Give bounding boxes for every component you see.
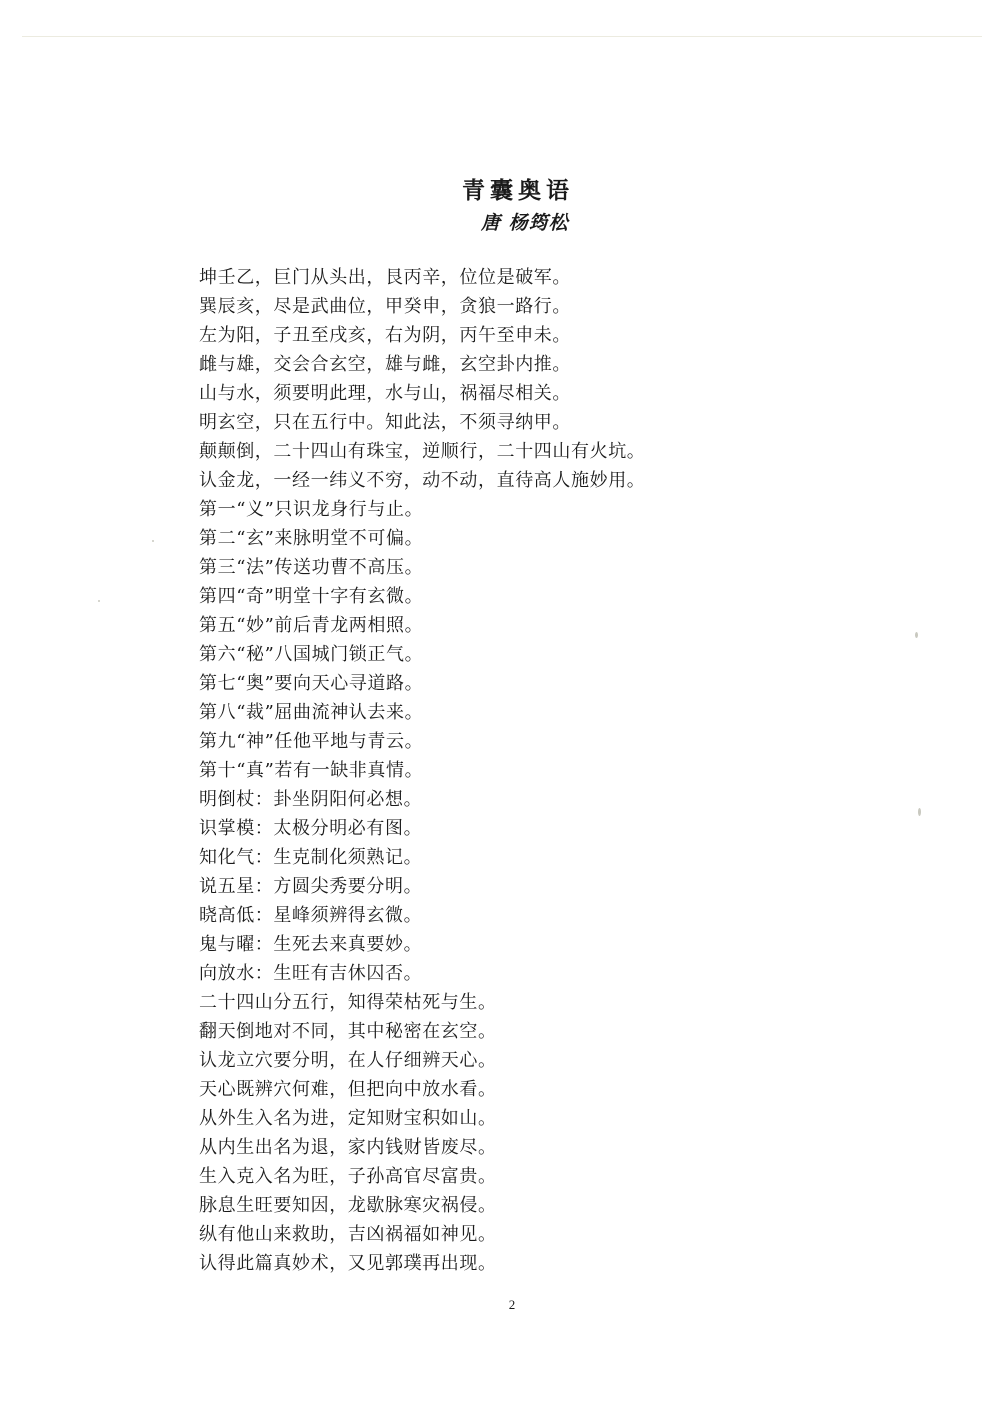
verse-line: 翻天倒地对不同，其中秘密在玄空。 [199, 1021, 497, 1042]
verse-line: 第九“神”任他平地与青云。 [199, 731, 424, 752]
document-author: 唐 杨筠松 [481, 212, 569, 234]
verse-line: 知化气：生克制化须熟记。 [199, 847, 423, 868]
verse-line: 脉息生旺要知因，龙歇脉寒灾祸侵。 [199, 1195, 497, 1216]
scan-speck [98, 600, 100, 602]
verse-line: 颠颠倒，二十四山有珠宝，逆顺行，二十四山有火坑。 [199, 441, 646, 462]
verse-line: 第十“真”若有一缺非真情。 [199, 760, 424, 781]
scan-speck [915, 632, 918, 638]
verse-line: 第八“裁”屈曲流神认去来。 [199, 702, 424, 723]
verse-line: 鬼与曜：生死去来真要妙。 [199, 934, 423, 955]
top-scan-line [22, 36, 982, 37]
verse-line: 向放水：生旺有吉休囚否。 [199, 963, 423, 984]
verse-line: 明倒杖：卦坐阴阳何必想。 [199, 789, 423, 810]
verse-line: 明玄空，只在五行中。知此法，不须寻纳甲。 [199, 412, 571, 433]
verse-line: 左为阳，子丑至戌亥，右为阴，丙午至申未。 [199, 325, 571, 346]
verse-line: 从内生出名为退，家内钱财皆废尽。 [199, 1137, 497, 1158]
verse-line: 第六“秘”八国城门锁正气。 [199, 644, 424, 665]
verse-list [199, 263, 799, 1278]
verse-line: 说五星：方圆尖秀要分明。 [199, 876, 423, 897]
verse-line: 第一“义”只识龙身行与止。 [199, 499, 424, 520]
verse-line: 生入克入名为旺，子孙高官尽富贵。 [199, 1166, 497, 1187]
scan-speck [152, 540, 154, 542]
verse-line: 认金龙，一经一纬义不穷，动不动，直待高人施妙用。 [199, 470, 646, 491]
page-number: 2 [508, 1297, 516, 1312]
verse-line: 巽辰亥，尽是武曲位，甲癸申，贪狼一路行。 [199, 296, 571, 317]
verse-line: 第七“奥”要向天心寻道路。 [199, 673, 424, 694]
document-title: 青囊奥语 [462, 177, 574, 204]
verse-line: 从外生入名为进，定知财宝积如山。 [199, 1108, 497, 1129]
verse-line: 第五“妙”前后青龙两相照。 [199, 615, 424, 636]
verse-line: 第四“奇”明堂十字有玄微。 [199, 586, 424, 607]
verse-line: 纵有他山来救助，吉凶祸福如神见。 [199, 1224, 497, 1245]
verse-line: 识掌模：太极分明必有图。 [199, 818, 423, 839]
verse-line: 天心既辨穴何难，但把向中放水看。 [199, 1079, 497, 1100]
verse-line: 雌与雄，交会合玄空，雄与雌，玄空卦内推。 [199, 354, 571, 375]
verse-line: 二十四山分五行，知得荣枯死与生。 [199, 992, 497, 1013]
verse-line: 认得此篇真妙术，又见郭璞再出现。 [199, 1253, 497, 1274]
scan-speck [918, 808, 921, 816]
verse-line: 山与水，须要明此理，水与山，祸福尽相关。 [199, 383, 571, 404]
verse-line: 第二“玄”来脉明堂不可偏。 [199, 528, 424, 549]
verse-line: 第三“法”传送功曹不高压。 [199, 557, 424, 578]
verse-line: 坤壬乙，巨门从头出，艮丙辛，位位是破军。 [199, 267, 571, 288]
verse-line: 认龙立穴要分明，在人仔细辨天心。 [199, 1050, 497, 1071]
verse-line: 晓高低：星峰须辨得玄微。 [199, 905, 423, 926]
